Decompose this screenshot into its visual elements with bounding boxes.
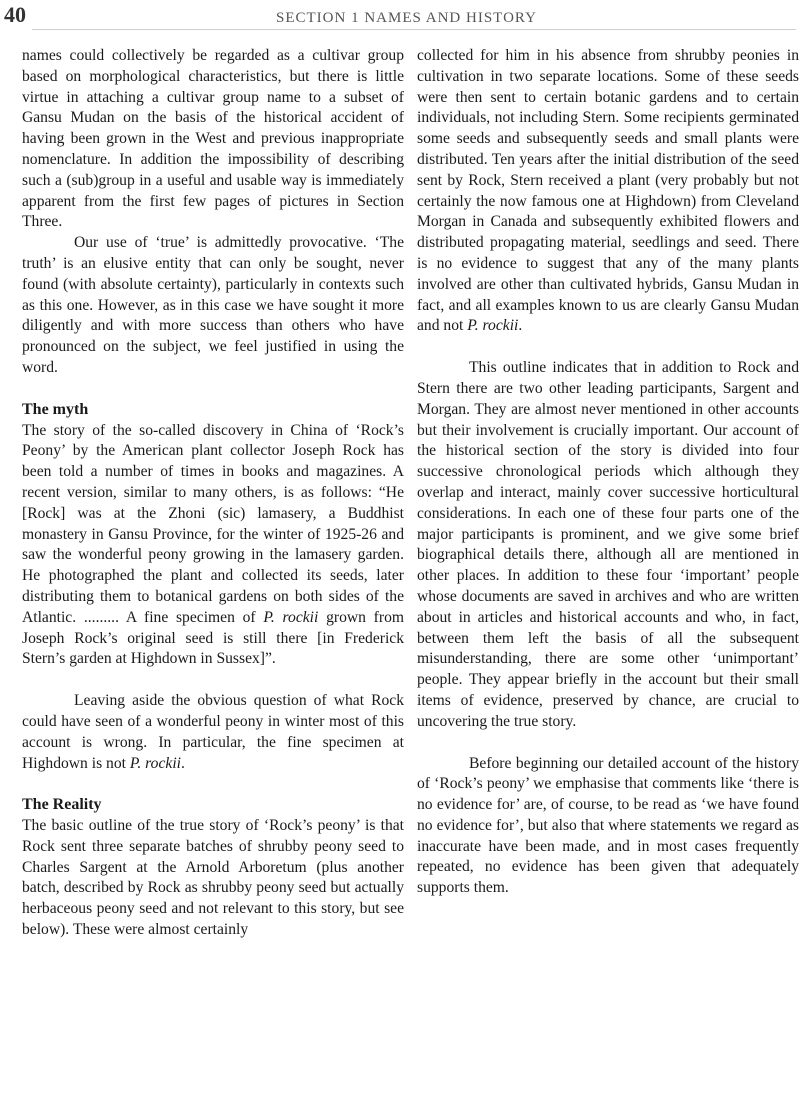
paragraph-seed-collection: collected for him in his absence from shrubby peonies in cultivation in two separate locations. Some of these seeds were then sent to certain botanic gardens and to certain individuals, not including Stern. Some recipients germinated some seeds and subsequently seeds and small plants were distributed. Ten years after the initial distribution of the seed sent by Rock, Stern received a plant (very probably but not certainly the now famous one at Highdown) from Cleveland Morgan in Canada and subsequently exhibited flowers and distributed propagating material, seedlings and seed. There is no evidence to suggest that any of the many plants involved are other than cultivated hybrids, Gansu Mudan in fact, and all examples known to us are clearly Gansu Mudan and not P. rockii. [417,47,799,335]
species-name: P. rockii [467,317,519,335]
page-header [0,0,800,32]
page-number: 40 [4,2,26,27]
species-name: P. rockii [129,754,181,772]
paragraph-cultivar-group: names could collectively be regarded as a cultivar group based on morphological characteristics, but there is little virtue in attaching a cultivar group name to a subset of Gansu Mudan on the basis of the historical accident of having been grown in the West and previous inappropriate nomenclature. In addition the impossibility of describing such a (sub)group in a useful and usable way is immediately apparent from the first few pages of pictures in Section Three. [22,47,404,231]
right-column [417,46,799,899]
paragraph-myth-story: The story of the so-called discovery in China of ‘Rock’s Peony’ by the American plant collector Joseph Rock has been told a number of times in books and magazines. A recent version, similar to many others, is as follows: “He [Rock] was at the Zhoni (sic) lamasery, a Buddhist monastery in Gansu Province, for the winter of 1925-26 and saw the wonderful peony growing in the lamasery garden. He photographed the plant and collected its seeds, later distributing them to botanical gardens on both sides of the Atlantic. ......... A fine specimen of P. rockii grown from Joseph Rock’s original seed is still there [in Frederick Stern’s garden at Highdown in Sussex]”. [22,421,404,668]
paragraph-detailed-account: Before beginning our detailed account of the history of ‘Rock’s peony’ we emphasise that comments like ‘there is no evidence for’ are, of course, to be read as ‘we have found no evidence for’, but also that where statements we regard as inaccurate have been made, and in most cases frequently repeated, no evidence has been given that adequately supports them. [417,754,799,897]
heading-the-myth: The myth [22,400,89,418]
paragraph-reality-outline: The basic outline of the true story of ‘Rock’s peony’ is that Rock sent three separate batches of shrubby peony seed to Charles Sargent at the Arnold Arboretum (plus another batch, described by Rock as shrubby peony seed but actually herbaceous peony seed and not relevant to this story, but see below). These were almost certainly [22,817,404,939]
paragraph-use-of-true: Our use of ‘true’ is admittedly provocative. ‘The truth’ is an elusive entity that can only be sought, never found (with absolute certainty), particularly in contexts such as this one. However, as in this case we have sought it more diligently and with more success than others who have pronounced on the subject, we feel justified in using the word. [22,234,404,376]
running-head: SECTION 1 NAMES AND HISTORY [276,10,537,26]
heading-the-reality: The Reality [22,796,102,814]
left-column [22,46,404,941]
header-rule [32,29,796,30]
paragraph-leaving-aside: Leaving aside the obvious question of what Rock could have seen of a wonderful peony in winter most of this account is wrong. In particular, the fine specimen at Highdown is not P. rockii. [22,692,404,772]
paragraph-participants: This outline indicates that in addition to Rock and Stern there are two other leading participants, Sargent and Morgan. They are almost never mentioned in other accounts but their involvement is crucially important. Our account of the historical section of the story is divided into four successive chronological periods which although they overlap and interact, mainly cover successive horticultural considerations. In each one of these four parts one of the major participants is prominent, and we give some brief biographical details there, although all are mentioned in other places. In addition to these four ‘important’ people whose documents are saved in archives and who are written about in articles and historical accounts and who, in fact, between them left the basis of all the subsequent misunderstanding, there are some other ‘unimportant’ people. They appear briefly in the account but their small items of evidence, preserved by chance, are crucial to uncovering the true story. [417,359,799,730]
species-name: P. rockii [263,608,319,626]
